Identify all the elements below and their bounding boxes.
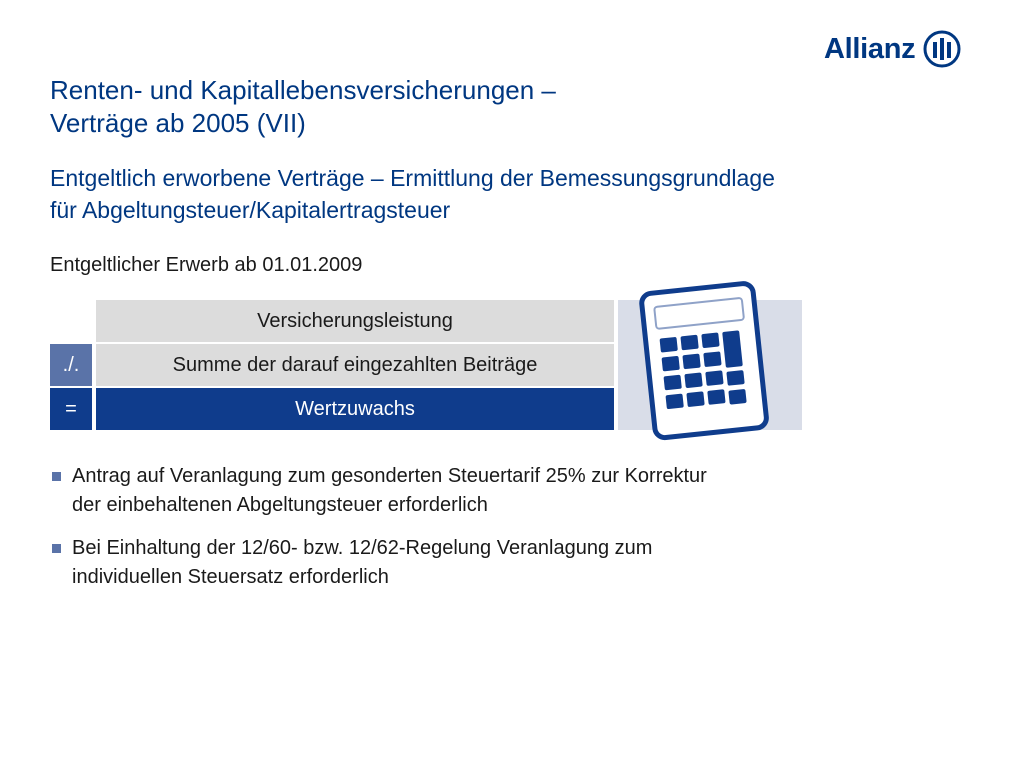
bullet-line-1: Antrag auf Veranlagung zum gesonderten Steuertarif 25% zur Korrektur <box>72 465 707 487</box>
calc-row-text: Summe der darauf eingezahlten Beiträge <box>96 344 614 386</box>
bullet-square-icon <box>52 472 61 481</box>
subtitle-line-2: für Abgeltungsteuer/Kapitalertragsteuer <box>50 197 451 223</box>
calculator-icon <box>630 278 780 443</box>
section-label: Entgeltlicher Erwerb ab 01.01.2009 <box>50 254 363 276</box>
calc-row-paid-premiums <box>50 344 614 386</box>
list-item <box>50 534 950 592</box>
allianz-eagle-icon <box>923 30 961 68</box>
page-title <box>50 74 810 140</box>
page-subtitle <box>50 162 990 226</box>
bullet-square-icon <box>52 544 61 553</box>
minus-operator: ./. <box>50 344 92 386</box>
calc-row-value-increase <box>50 388 614 430</box>
allianz-logo <box>824 27 976 71</box>
bullet-line-1: Bei Einhaltung der 12/60- bzw. 12/62-Regelung Veranlagung zum <box>72 537 653 559</box>
brand-name: Allianz <box>824 32 916 65</box>
bullet-line-2: individuellen Steuersatz erforderlich <box>72 566 389 588</box>
bullet-line-2: der einbehaltenen Abgeltungsteuer erforderlich <box>72 494 488 516</box>
title-line-1: Renten- und Kapitallebensversicherungen – <box>50 75 556 105</box>
subtitle-line-1: Entgeltlich erworbene Verträge – Ermittlung der Bemessungsgrundlage <box>50 165 775 191</box>
title-line-2: Verträge ab 2005 (VII) <box>50 108 306 138</box>
calc-row-text: Wertzuwachs <box>96 388 614 430</box>
list-item <box>50 462 950 520</box>
calc-row-insurance-benefit <box>50 300 614 342</box>
calc-row-text: Versicherungsleistung <box>96 300 614 342</box>
equals-operator: = <box>50 388 92 430</box>
bullet-list <box>50 462 950 606</box>
